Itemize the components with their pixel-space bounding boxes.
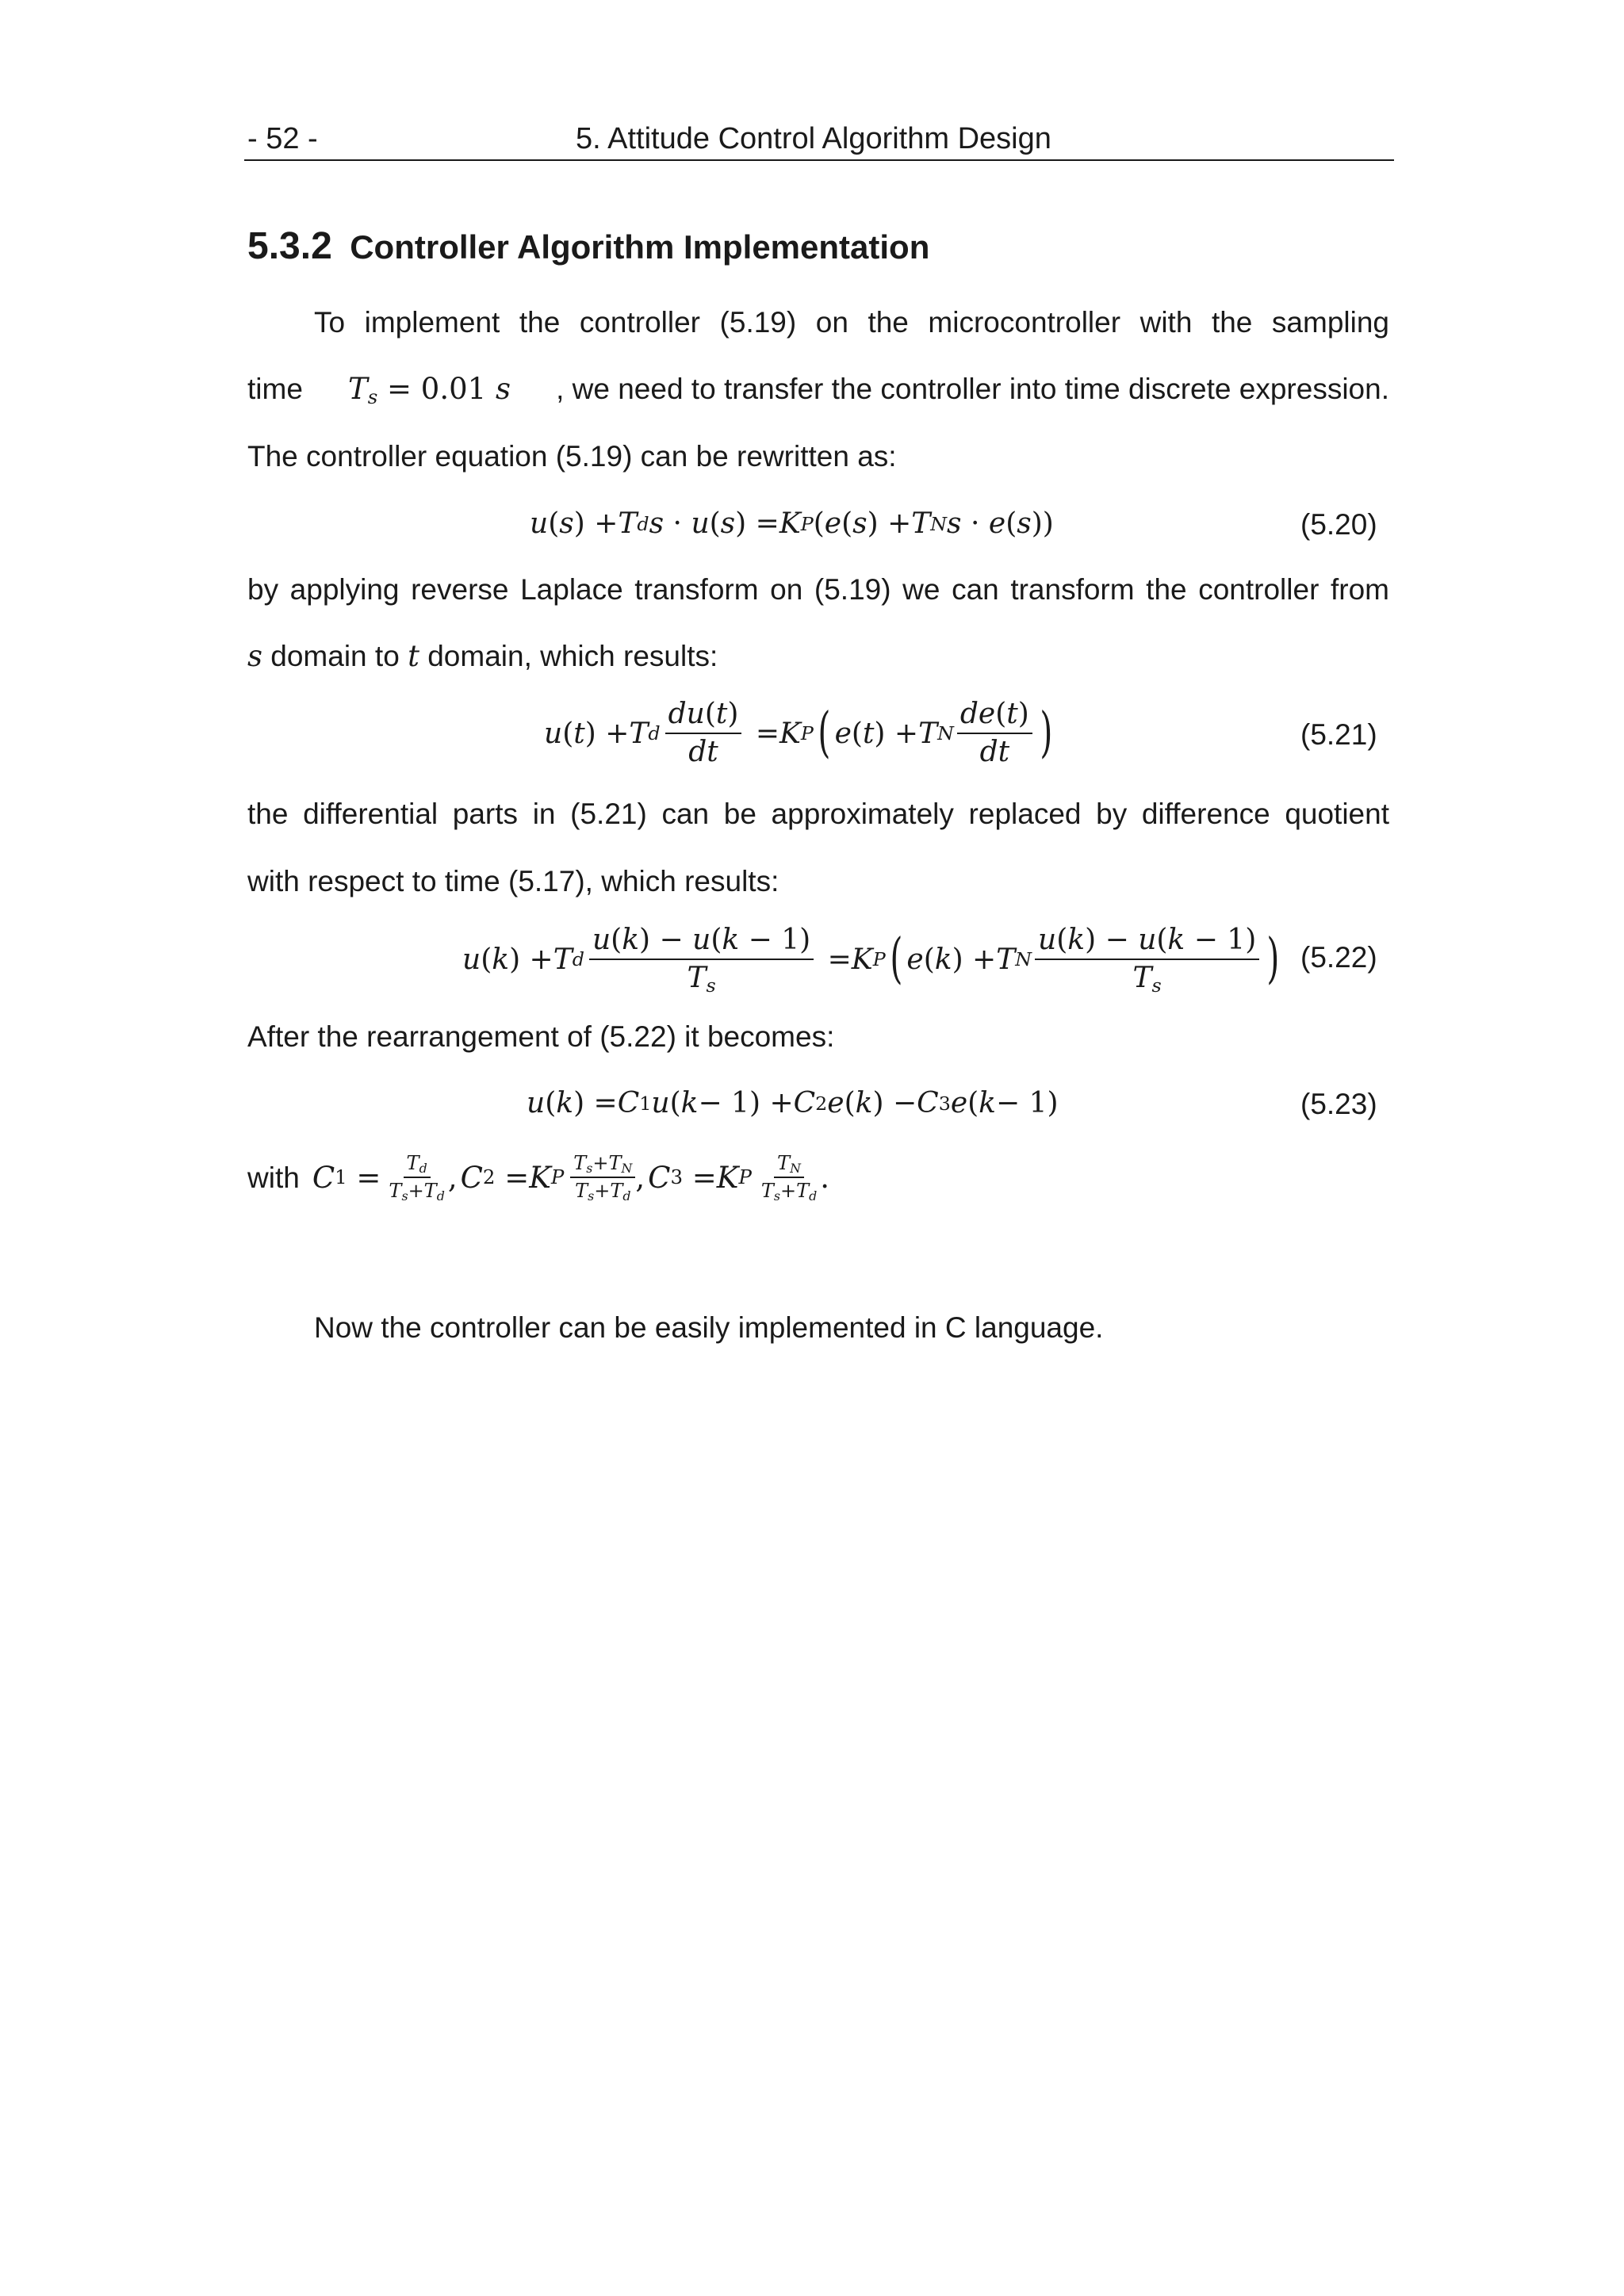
header-rule (244, 159, 1394, 161)
paragraph-line (247, 641, 718, 671)
coef-c1: C 1 = $\frac{T_d}{T_s+T_d}$ , (312, 1151, 458, 1203)
with-label: with (247, 1161, 300, 1194)
equation-5-20: u ( s ) + T d s · u ( s ) = K P ( e ( s ) + T N s · e ( s )) (530, 507, 1054, 540)
paragraph-line: the differential parts in (5.21) can be approximately replaced by difference quotient (247, 798, 1389, 830)
paragraph-line: To implement the controller (5.19) on the microcontroller with the sampling (314, 306, 1389, 339)
section-heading (247, 224, 929, 268)
equation-5-21: u ( t ) + T d $\frac{du(t)}{dt}$ = K P ( e ( t ) + T N $\frac{de(t)}{dt}$ ) (544, 698, 1053, 768)
paragraph-line: The controller equation (5.19) can be rewritten as: (247, 440, 897, 473)
text-span: domain to (270, 640, 400, 672)
equation-number: (5.23) (1300, 1088, 1377, 1120)
section-number: 5.3.2 (247, 225, 332, 267)
equation-number: (5.21) (1300, 718, 1377, 751)
section-title: Controller Algorithm Implementation (350, 228, 930, 266)
paragraph-line (247, 372, 1389, 409)
text-span: domain, which results: (427, 640, 718, 672)
equation-number: (5.22) (1300, 941, 1377, 974)
equation-5-23: u ( k ) = C 1 u ( k − 1) + C 2 e ( k ) − C 3 e ( k − 1) (527, 1087, 1059, 1119)
page-number: - 52 - (247, 122, 318, 155)
running-header: 5. Attitude Control Algorithm Design (576, 122, 1051, 155)
inline-math-ts: $T_s = 0.01$ s (348, 372, 511, 409)
paragraph-line: Now the controller can be easily implemented in C language. (314, 1311, 1104, 1344)
math-t: t (408, 639, 419, 673)
text-span: , we need to transfer the controller into time discrete expression. (556, 373, 1389, 405)
equation-number: (5.20) (1300, 508, 1377, 541)
paragraph-line: with respect to time (5.17), which results: (247, 865, 779, 897)
paragraph-line: After the rearrangement of (5.22) it becomes: (247, 1020, 835, 1053)
math-s: s (247, 639, 262, 673)
text-span: time (247, 373, 303, 405)
coefficient-definitions (247, 1142, 829, 1213)
coef-c2: C 2 = K P $\frac{T_s+T_N}{T_s+T_d}$ , (460, 1151, 645, 1203)
paragraph-line: by applying reverse Laplace transform on (5.19) we can transform the controller from (247, 573, 1389, 606)
equation-5-22: u ( k ) + T d $\frac{u(k) - u(k - 1)}{T_s}$ = K P ( e ( k ) + T N $\frac{u(k) - u(k - 1)}{T_s}$ ) (462, 924, 1280, 997)
coef-c3: C 3 = K P $\frac{T_N}{T_s+T_d}$ . (648, 1151, 830, 1203)
